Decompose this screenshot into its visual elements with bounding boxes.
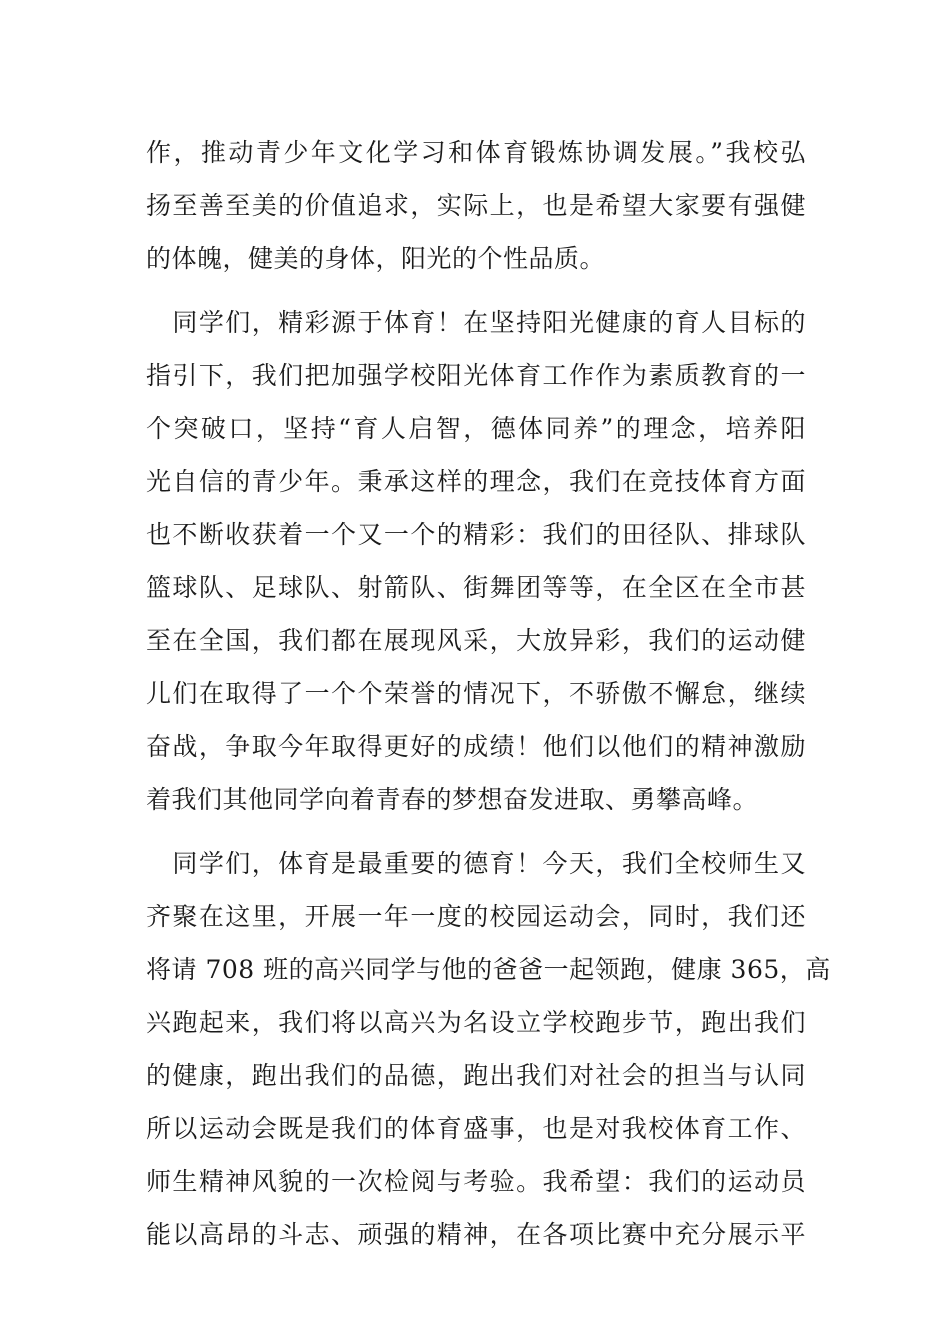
text-line: 同学们，体育是最重要的德育！今天，我们全校师生又 <box>146 849 806 878</box>
text-line: 奋战，争取今年取得更好的成绩！他们以他们的精神激励 <box>146 732 806 761</box>
paragraph-2 <box>146 296 806 826</box>
document-body <box>146 126 831 1272</box>
text-line: 将请 708 班的高兴同学与他的爸爸一起领跑，健康 365，高 <box>146 955 831 984</box>
text-line: 着我们其他同学向着青春的梦想奋发进取、勇攀高峰。 <box>146 785 759 814</box>
text-line: 兴跑起来，我们将以高兴为名设立学校跑步节，跑出我们 <box>146 1008 806 1037</box>
text-line: 也不断收获着一个又一个的精彩：我们的田径队、排球队 <box>146 520 806 549</box>
text-line: 儿们在取得了一个个荣誉的情况下，不骄傲不懈怠，继续 <box>146 679 806 708</box>
text-line: 同学们，精彩源于体育！在坚持阳光健康的育人目标的 <box>146 308 806 337</box>
paragraph-1 <box>146 126 806 285</box>
text-line: 扬至善至美的价值追求，实际上，也是希望大家要有强健 <box>146 191 806 220</box>
text-line: 至在全国，我们都在展现风采，大放异彩，我们的运动健 <box>146 626 806 655</box>
text-line: 的体魄，健美的身体，阳光的个性品质。 <box>146 244 606 273</box>
text-line: 所以运动会既是我们的体育盛事，也是对我校体育工作、 <box>146 1114 806 1143</box>
text-line: 篮球队、足球队、射箭队、街舞团等等，在全区在全市甚 <box>146 573 806 602</box>
text-line: 齐聚在这里，开展一年一度的校园运动会，同时，我们还 <box>146 902 806 931</box>
text-line: 能以高昂的斗志、顽强的精神，在各项比赛中充分展示平 <box>146 1220 806 1249</box>
text-line: 个突破口，坚持“育人启智，德体同养”的理念，培养阳 <box>146 414 806 443</box>
text-line: 作，推动青少年文化学习和体育锻炼协调发展。”我校弘 <box>146 138 806 167</box>
text-line: 师生精神风貌的一次检阅与考验。我希望：我们的运动员 <box>146 1167 806 1196</box>
text-line: 指引下，我们把加强学校阳光体育工作作为素质教育的一 <box>146 361 806 390</box>
text-line: 光自信的青少年。秉承这样的理念，我们在竞技体育方面 <box>146 467 806 496</box>
text-line: 的健康，跑出我们的品德，跑出我们对社会的担当与认同 <box>146 1061 806 1090</box>
paragraph-3 <box>146 837 831 1261</box>
